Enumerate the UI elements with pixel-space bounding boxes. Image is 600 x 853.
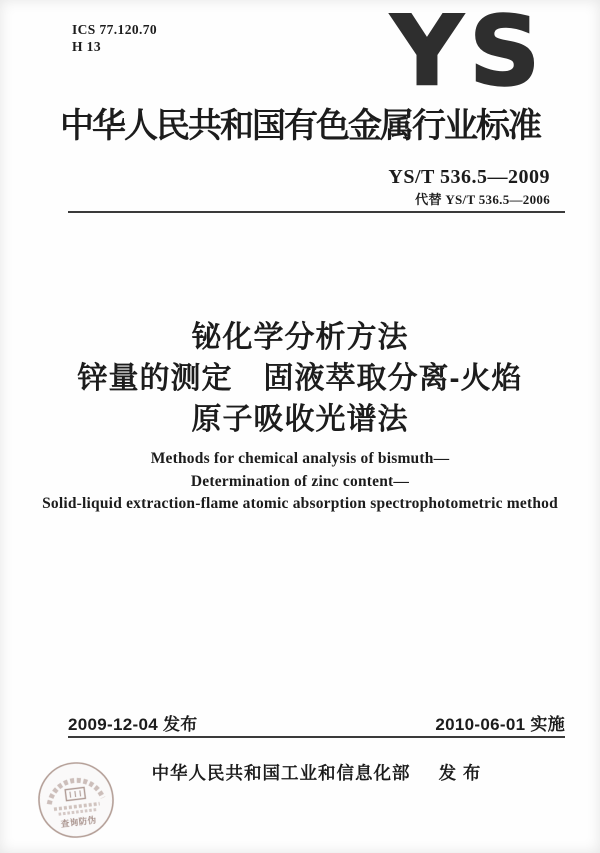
ics-code: ICS 77.120.70 — [72, 22, 158, 37]
publisher-name: 中华人民共和国工业和信息化部 — [151, 763, 411, 783]
document-title-en — [0, 448, 600, 516]
ics-block — [72, 21, 157, 55]
title-zh-line-1: 铋化学分析方法 — [191, 321, 409, 354]
title-zh-line-3: 原子吸收光谱法 — [191, 403, 409, 436]
national-standard-heading: 中华人民共和国有色金属行业标准 — [60, 108, 540, 145]
title-zh-line-2: 锌量的测定 固液萃取分离-火焰 — [77, 362, 523, 395]
publisher-row — [68, 760, 565, 785]
stamp-bottom-text: 查询防伪 — [60, 814, 98, 829]
standard-number-block — [388, 165, 550, 208]
issue-date: 2009-12-04 发布 — [68, 715, 198, 734]
standard-number: YS/T 536.5—2009 — [388, 166, 550, 188]
anti-counterfeit-stamp — [31, 755, 120, 844]
publish-label: 发 布 — [438, 763, 482, 783]
date-row — [68, 710, 565, 735]
header-divider-line — [68, 211, 565, 213]
implement-date: 2010-06-01 实施 — [435, 715, 565, 734]
title-en-line-1: Methods for chemical analysis of bismuth— — [150, 450, 450, 467]
footer-divider-line — [68, 736, 565, 738]
document-title-zh — [0, 317, 600, 440]
ys-logo: YS — [391, 0, 547, 108]
class-code: H 13 — [72, 39, 101, 54]
replaced-standard: 代替 YS/T 536.5—2006 — [415, 192, 550, 207]
title-en-line-2: Determination of zinc content— — [190, 472, 410, 490]
title-en-line-3: Solid-liquid extraction-flame atomic absorption spectrophotometric method — [42, 495, 558, 512]
